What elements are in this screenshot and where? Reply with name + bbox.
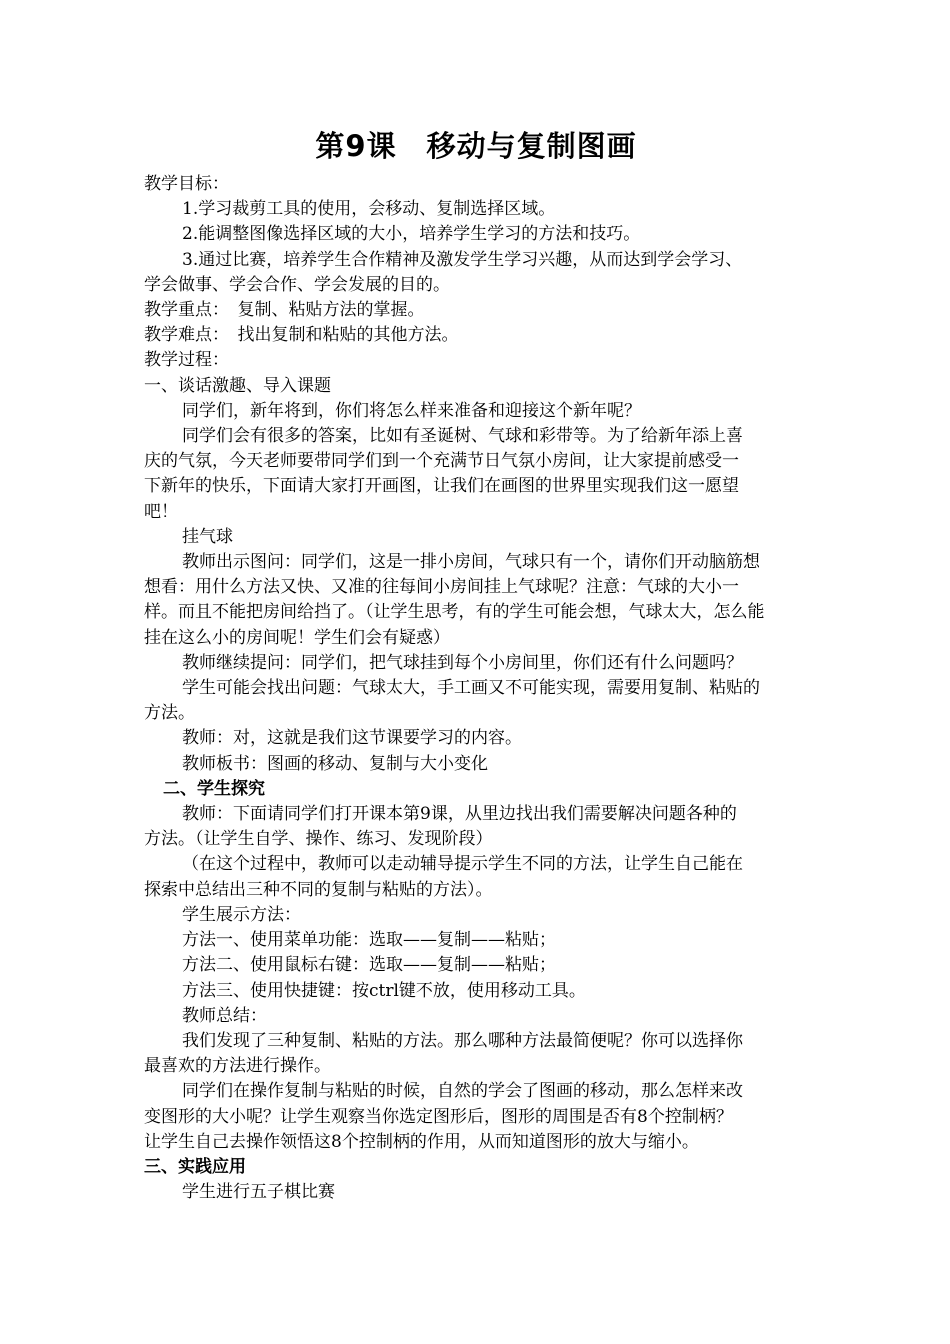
paragraph-line: 我们发现了三种复制、粘贴的方法。那么哪种方法最简便呢？你可以选择你	[182, 1030, 743, 1051]
paragraph-line: 教师：对，这就是我们这节课要学习的内容。	[182, 728, 522, 749]
paragraph-line: 方法。（让学生自学、操作、练习、发现阶段）	[144, 829, 493, 850]
method-item-2: 方法二、使用鼠标右键：选取——复制——粘贴；	[182, 955, 556, 976]
paragraph-line: 探索中总结出三种不同的复制与粘贴的方法）。	[144, 879, 493, 900]
paragraph-line: 教师板书：图画的移动、复制与大小变化	[182, 753, 488, 774]
paragraph-line: 教师总结：	[182, 1005, 267, 1026]
paragraph-line: 变图形的大小呢？让学生观察当你选定图形后，图形的周围是否有8个控制柄？	[144, 1106, 733, 1127]
paragraph-line: （在这个过程中，教师可以走动辅导提示学生不同的方法，让学生自己能在	[182, 854, 743, 875]
objective-item-2: 2.能调整图像选择区域的大小，培养学生学习的方法和技巧。	[182, 224, 641, 245]
paragraph-line: 学生展示方法：	[182, 904, 301, 925]
method-item-1: 方法一、使用菜单功能：选取——复制——粘贴；	[182, 930, 556, 951]
paragraph-line: 想看：用什么方法又快、又准的往每间小房间挂上气球呢？注意：气球的大小一	[144, 577, 739, 598]
paragraph-line: 同学们在操作复制与粘贴的时候，自然的学会了图画的移动，那么怎样来改	[182, 1081, 743, 1102]
paragraph-line: 同学们会有很多的答案，比如有圣诞树、气球和彩带等。为了给新年添上喜	[182, 426, 743, 447]
paragraph-line: 挂在这么小的房间呢！学生们会有疑惑）	[144, 627, 450, 648]
paragraph-line: 学生进行五子棋比赛	[182, 1182, 335, 1203]
paragraph-line: 教师出示图问：同学们，这是一排小房间，气球只有一个，请你们开动脑筋想	[182, 552, 760, 573]
heading-part-3: 三、实践应用	[144, 1156, 246, 1177]
paragraph-line: 下新年的快乐，下面请大家打开画图，让我们在画图的世界里实现我们这一愿望	[144, 476, 739, 497]
document-title: 第9课 移动与复制图画	[315, 129, 637, 163]
section-label-objectives: 教学目标：	[144, 174, 229, 194]
paragraph-line: 教师继续提问：同学们，把气球挂到每个小房间里，你们还有什么问题吗？	[182, 652, 743, 673]
paragraph-line: 最喜欢的方法进行操作。	[144, 1056, 331, 1077]
document-page	[144, 126, 808, 1205]
paragraph-line: 让学生自己去操作领悟这8个控制柄的作用，从而知道图形的放大与缩小。	[144, 1131, 699, 1152]
key-point: 教学重点： 复制、粘贴方法的掌握。	[144, 300, 425, 321]
paragraph-line: 同学们，新年将到，你们将怎么样来准备和迎接这个新年呢？	[182, 400, 641, 421]
paragraph-line: 庆的气氛，今天老师要带同学们到一个充满节日气氛小房间，让大家提前感受一	[144, 451, 739, 472]
objective-item-3: 3.通过比赛，培养学生合作精神及激发学生学习兴趣，从而达到学会学习、	[182, 249, 743, 270]
paragraph-line: 方法。	[144, 703, 195, 724]
section-label-process: 教学过程：	[144, 350, 229, 371]
heading-part-1: 一、谈话激趣、导入课题	[144, 375, 331, 396]
difficult-point: 教学难点： 找出复制和粘贴的其他方法。	[144, 325, 459, 346]
heading-part-2: 二、学生探究	[163, 778, 265, 799]
objective-item-1: 1.学习裁剪工具的使用，会移动、复制选择区域。	[182, 199, 556, 220]
objective-item-3-cont: 学会做事、学会合作、学会发展的目的。	[144, 274, 450, 295]
paragraph-line: 样。而且不能把房间给挡了。（让学生思考，有的学生可能会想，气球太大，怎么能	[144, 602, 765, 623]
paragraph-line: 吧！	[144, 501, 178, 522]
paragraph-line: 教师：下面请同学们打开课本第9课，从里边找出我们需要解决问题各种的	[182, 804, 737, 825]
subheading-hang-balloon: 挂气球	[182, 526, 233, 547]
paragraph-line: 学生可能会找出问题：气球太大，手工画又不可能实现，需要用复制、粘贴的	[182, 678, 760, 699]
method-item-3: 方法三、使用快捷键：按ctrl键不放，使用移动工具。	[182, 980, 586, 1001]
